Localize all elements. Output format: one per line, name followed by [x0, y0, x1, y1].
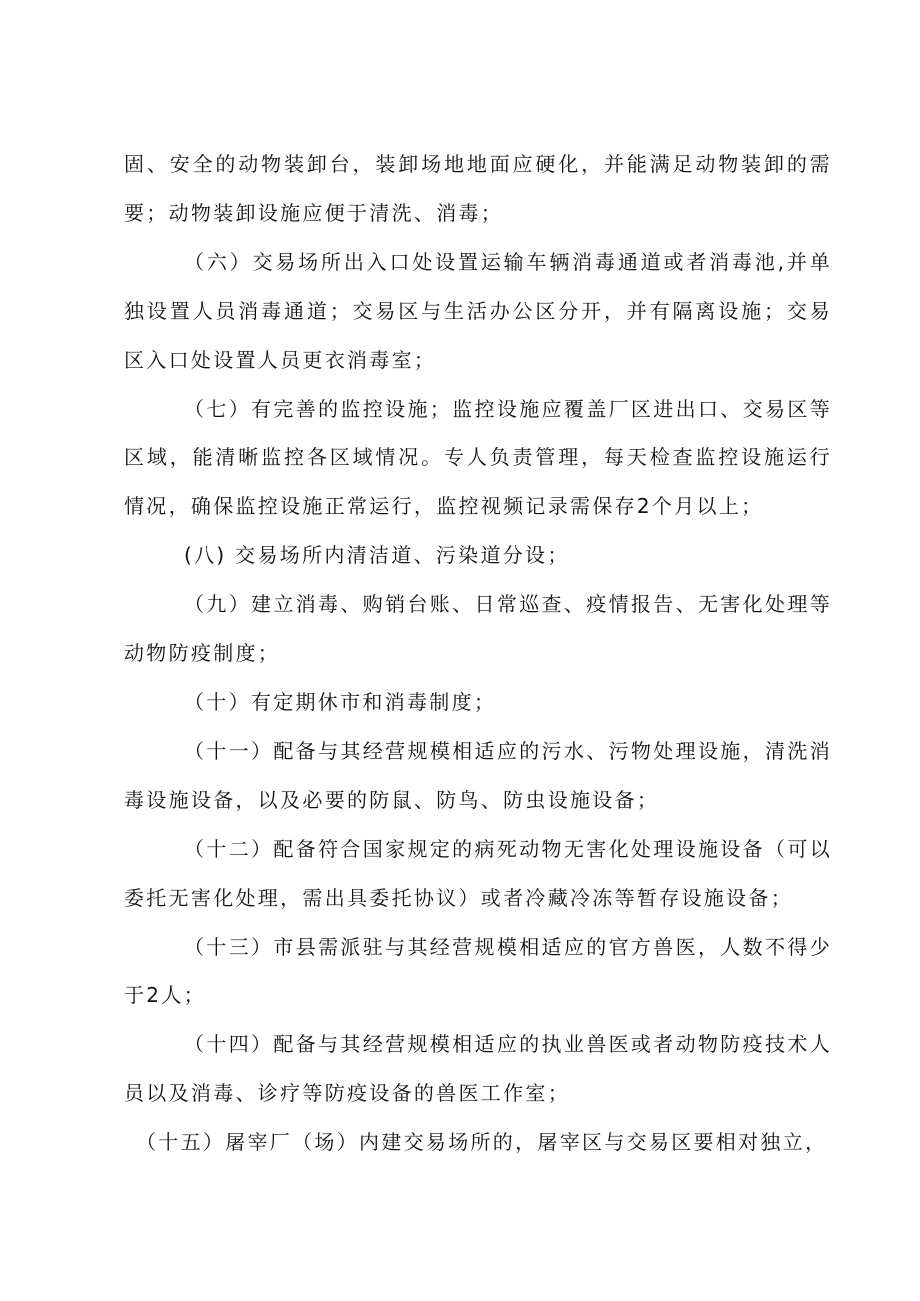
paragraph-item-13: （十三）市县需派驻与其经营规模相适应的官方兽医，人数不得少于2人； — [124, 934, 832, 1008]
paragraph-item-10: （十）有定期休市和消毒制度； — [184, 689, 497, 714]
paragraph-item-14: （十四）配备与其经营规模相适应的执业兽医或者动物防疫技术人员以及消毒、诊疗等防疫设备的兽医工作室； — [124, 1032, 832, 1106]
paragraph-continuation: 固、安全的动物装卸台，装卸场地地面应硬化，并能满足动物装卸的需要；动物装卸设施应便于清洗、消毒； — [124, 152, 832, 225]
paragraph-item-8: (八) 交易场所内清洁道、污染道分设； — [184, 543, 570, 568]
paragraph-item-15: （十五）屠宰厂（场）内建交易场所的，屠宰区与交易区要相对独立， — [136, 1130, 828, 1155]
paragraph-item-12: （十二）配备符合国家规定的病死动物无害化处理设施设备（可以委托无害化处理，需出具委托协议）或者冷藏冷冻等暂存设施设备； — [124, 836, 832, 910]
paragraph-item-9: （九）建立消毒、购销台账、日常巡查、疫情报告、无害化处理等动物防疫制度； — [124, 592, 832, 666]
paragraph-item-11: （十一）配备与其经营规模相适应的污水、污物处理设施，清洗消毒设施设备，以及必要的防鼠、防鸟、防虫设施设备； — [124, 738, 832, 812]
paragraph-item-7: （七）有完善的监控设施；监控设施应覆盖厂区进出口、交易区等区域，能清晰监控各区域情况。专人负责管理，每天检查监控设施运行情况，确保监控设施正常运行，监控视频记录需保存2个月以上； — [124, 396, 832, 519]
document-body — [124, 140, 832, 1167]
paragraph-item-6: （六）交易场所出入口处设置运输车辆消毒通道或者消毒池,并单独设置人员消毒通道；交易区与生活办公区分开，并有隔离设施；交易区入口处设置人员更衣消毒室； — [124, 249, 832, 372]
